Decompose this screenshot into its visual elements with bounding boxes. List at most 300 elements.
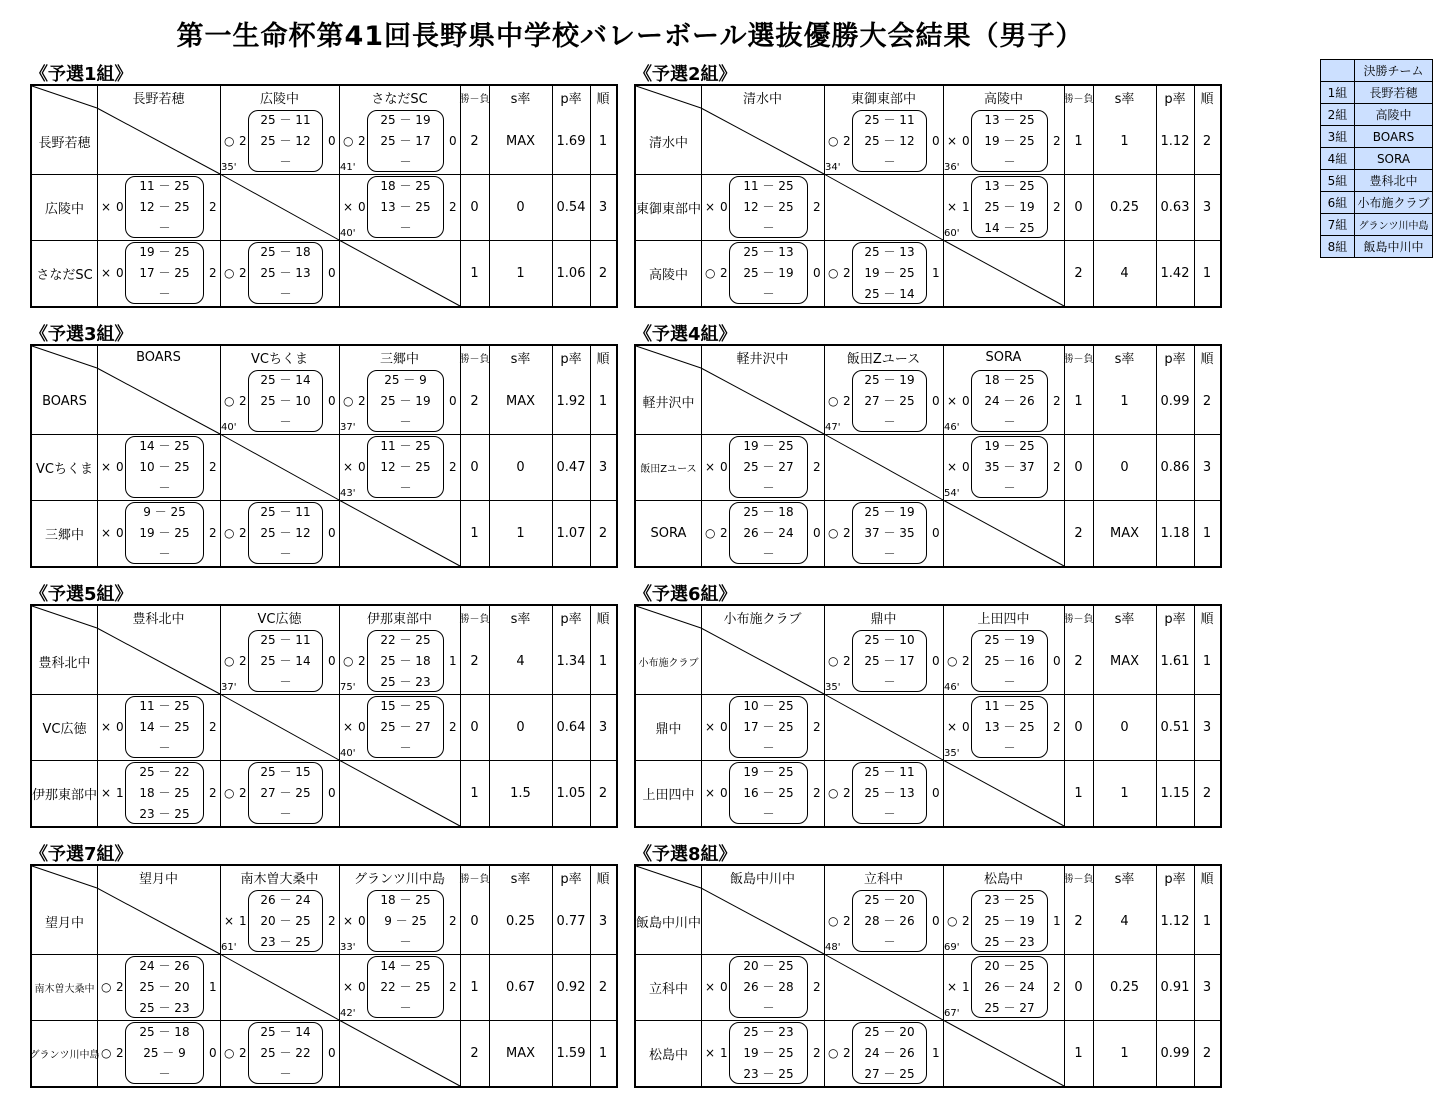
column-header-team: 広陵中 xyxy=(259,91,299,107)
stat-p-rate: 1.06 xyxy=(556,265,586,281)
stat-record: 1 xyxy=(1074,785,1083,801)
sets-lost: 2 xyxy=(813,980,821,994)
match-cell xyxy=(220,628,339,694)
legend-row xyxy=(1321,126,1433,148)
stat-p-rate: 1.07 xyxy=(556,525,586,541)
set-score: 25 － 9 xyxy=(143,1046,186,1060)
stat-record: 0 xyxy=(1074,199,1083,215)
set-score: 16 － 25 xyxy=(743,786,794,800)
stat-p-rate: 0.99 xyxy=(1160,393,1190,409)
set-score: 18 － 25 xyxy=(380,179,431,193)
stat-s-rate: 0 xyxy=(516,719,525,735)
sets-lost: 0 xyxy=(328,134,336,148)
diagonal-line xyxy=(32,86,97,108)
legend-team: BOARS xyxy=(1355,126,1433,148)
set-score: 25 － 19 xyxy=(380,394,431,408)
set-score: 25 － 23 xyxy=(139,1001,190,1015)
set-score: 25 － 13 xyxy=(260,266,311,280)
match-time: 36' xyxy=(944,162,960,173)
result-mark: ○ xyxy=(828,134,839,148)
sets-lost: 2 xyxy=(1053,134,1061,148)
column-header-team: 上田四中 xyxy=(977,611,1030,627)
diagonal-line xyxy=(824,954,943,1020)
column-header-team: 東御東部中 xyxy=(850,91,916,107)
set-score: 19 － 25 xyxy=(743,765,794,779)
stat-s-rate: 4 xyxy=(1120,265,1129,281)
column-header-team: 鼎中 xyxy=(870,611,897,627)
stat-p-rate: 0.91 xyxy=(1160,979,1190,995)
column-header-team: VCちくま xyxy=(251,351,308,367)
stat-rank: 1 xyxy=(598,1045,608,1061)
sets-lost: 0 xyxy=(328,1046,336,1060)
column-header-team: 南木曽大桑中 xyxy=(240,871,319,887)
group-title: 《予選6組》 xyxy=(634,584,737,605)
diagonal-line xyxy=(220,434,339,500)
stat-p-rate: 0.64 xyxy=(556,719,586,735)
diagonal-line xyxy=(339,240,460,306)
stat-record: 2 xyxy=(470,393,479,409)
stat-rank: 2 xyxy=(598,265,608,281)
sets-lost: 0 xyxy=(932,526,940,540)
result-mark: × xyxy=(705,200,716,214)
set-score: 19 － 25 xyxy=(139,245,190,259)
stat-rank: 3 xyxy=(598,199,608,215)
sets-lost: 2 xyxy=(449,914,457,928)
header-p-rate: p率 xyxy=(1164,871,1186,887)
stat-record: 0 xyxy=(470,459,479,475)
header-s-rate: s率 xyxy=(1114,871,1135,887)
group-table xyxy=(634,344,1222,568)
set-score: 25 － 12 xyxy=(260,526,311,540)
grid-line xyxy=(32,826,616,827)
result-mark: ○ xyxy=(224,394,235,408)
stat-p-rate: 1.59 xyxy=(556,1045,586,1061)
stat-s-rate: 1 xyxy=(516,265,525,281)
row-team-name: SORA xyxy=(650,525,687,541)
stat-rank: 3 xyxy=(1202,459,1212,475)
set-score: 25 － 22 xyxy=(260,1046,311,1060)
set-score: 25 － 19 xyxy=(743,266,794,280)
sets-won: 2 xyxy=(843,654,851,668)
set-score: － xyxy=(279,287,292,301)
legend-group: 2組 xyxy=(1321,104,1355,126)
sets-won: 0 xyxy=(962,720,970,734)
row-team-name: 高陵中 xyxy=(648,267,688,283)
sets-won: 0 xyxy=(116,200,124,214)
match-cell xyxy=(220,108,339,174)
stat-rank: 1 xyxy=(598,653,608,669)
stat-s-rate: 1 xyxy=(1120,1045,1129,1061)
match-time: 35' xyxy=(944,748,960,759)
match-cell xyxy=(97,1020,220,1086)
set-score: － xyxy=(158,221,171,235)
result-mark: ○ xyxy=(947,654,958,668)
match-time: 69' xyxy=(944,942,960,953)
sets-won: 2 xyxy=(239,1046,247,1060)
stat-s-rate: 1 xyxy=(516,525,525,541)
legend-team: 豊科北中 xyxy=(1355,170,1433,192)
set-score: － xyxy=(399,741,412,755)
row-team-name: 清水中 xyxy=(648,135,688,151)
set-score: 12 － 25 xyxy=(743,200,794,214)
sets-won: 0 xyxy=(358,200,366,214)
stat-p-rate: 1.18 xyxy=(1160,525,1190,541)
set-score: 9 － 25 xyxy=(384,914,427,928)
set-score: － xyxy=(883,935,896,949)
legend-group: 1組 xyxy=(1321,82,1355,104)
stat-rank: 2 xyxy=(1202,1045,1212,1061)
stat-rank: 2 xyxy=(1202,785,1212,801)
set-score: － xyxy=(399,155,412,169)
legend-row xyxy=(1321,214,1433,236)
set-score: 25 － 14 xyxy=(260,654,311,668)
sets-lost: 2 xyxy=(813,200,821,214)
sets-won: 0 xyxy=(116,460,124,474)
sets-won: 0 xyxy=(720,200,728,214)
result-mark: × xyxy=(343,914,354,928)
stat-rank: 3 xyxy=(1202,199,1212,215)
stat-rank: 1 xyxy=(1202,913,1212,929)
set-score: 25 － 17 xyxy=(380,134,431,148)
header-record: 勝－負 xyxy=(459,93,490,105)
header-record: 勝－負 xyxy=(1063,613,1094,625)
set-score: 25 － 11 xyxy=(864,113,915,127)
diagonal-line xyxy=(220,694,339,760)
sets-won: 2 xyxy=(358,654,366,668)
legend-header: 決勝チーム xyxy=(1355,60,1433,82)
legend-row xyxy=(1321,170,1433,192)
set-score: 27 － 25 xyxy=(864,394,915,408)
diagonal-line xyxy=(636,86,701,108)
stat-p-rate: 1.12 xyxy=(1160,133,1190,149)
stat-rank: 1 xyxy=(598,133,608,149)
row-team-name: 松島中 xyxy=(648,1047,688,1063)
stat-rank: 3 xyxy=(598,913,608,929)
sets-lost: 1 xyxy=(932,266,940,280)
group-title: 《予選8組》 xyxy=(634,844,737,865)
diagonal-line xyxy=(943,500,1064,566)
header-rank: 順 xyxy=(596,871,610,887)
column-header-team: SORA xyxy=(985,349,1022,365)
stat-s-rate: MAX xyxy=(505,133,535,149)
legend-team: 飯島中川中 xyxy=(1355,236,1433,258)
stat-s-rate: MAX xyxy=(505,1045,535,1061)
stat-p-rate: 1.34 xyxy=(556,653,586,669)
header-record: 勝－負 xyxy=(459,353,490,365)
diagonal-line xyxy=(32,346,97,368)
set-score: 25 － 10 xyxy=(864,633,915,647)
set-score: － xyxy=(158,287,171,301)
header-rank: 順 xyxy=(596,611,610,627)
result-mark: ○ xyxy=(705,526,716,540)
row-team-name: 南木曽大桑中 xyxy=(34,983,95,995)
sets-won: 2 xyxy=(239,654,247,668)
stat-p-rate: 1.61 xyxy=(1160,653,1190,669)
stat-record: 1 xyxy=(470,265,479,281)
match-cell xyxy=(220,760,339,826)
sets-won: 0 xyxy=(720,720,728,734)
set-score: 25 － 19 xyxy=(864,505,915,519)
result-mark: ○ xyxy=(101,980,112,994)
stat-rank: 3 xyxy=(1202,979,1212,995)
stat-rank: 1 xyxy=(1202,265,1212,281)
sets-lost: 1 xyxy=(449,654,457,668)
sets-lost: 2 xyxy=(1053,980,1061,994)
legend-row xyxy=(1321,104,1433,126)
result-mark: ○ xyxy=(828,914,839,928)
stat-s-rate: MAX xyxy=(1109,525,1139,541)
column-header-team: 清水中 xyxy=(742,91,782,107)
stat-p-rate: 0.92 xyxy=(556,979,586,995)
row-team-name: 上田四中 xyxy=(642,787,695,803)
stat-p-rate: 1.42 xyxy=(1160,265,1190,281)
stat-s-rate: 4 xyxy=(516,653,525,669)
result-mark: ○ xyxy=(101,1046,112,1060)
match-cell xyxy=(824,628,943,694)
match-cell xyxy=(97,174,220,240)
match-time: 43' xyxy=(340,488,356,499)
row-team-name: VCちくま xyxy=(36,461,93,477)
stat-record: 1 xyxy=(1074,1045,1083,1061)
set-score: － xyxy=(1003,481,1016,495)
result-mark: × xyxy=(947,460,958,474)
result-mark: × xyxy=(705,460,716,474)
match-time: 67' xyxy=(944,1008,960,1019)
sets-won: 2 xyxy=(116,980,124,994)
stat-record: 2 xyxy=(1074,913,1083,929)
sets-won: 2 xyxy=(843,914,851,928)
set-score: 23 － 25 xyxy=(139,807,190,821)
match-time: 75' xyxy=(340,682,356,693)
set-score: － xyxy=(762,741,775,755)
set-score: 23 － 25 xyxy=(260,935,311,949)
result-mark: × xyxy=(947,134,958,148)
stat-p-rate: 1.69 xyxy=(556,133,586,149)
match-cell xyxy=(97,760,220,826)
grid-line xyxy=(32,1086,616,1087)
grid-line xyxy=(636,306,1220,307)
set-score: － xyxy=(399,935,412,949)
result-mark: ○ xyxy=(828,526,839,540)
set-score: 24 － 26 xyxy=(864,1046,915,1060)
header-p-rate: p率 xyxy=(1164,351,1186,367)
set-score: 12 － 25 xyxy=(139,200,190,214)
column-header-team: 軽井沢中 xyxy=(736,351,789,367)
row-team-name: 飯田Zユース xyxy=(640,463,697,475)
grid-line xyxy=(636,826,1220,827)
match-cell xyxy=(824,108,943,174)
row-team-name: グランツ川中島 xyxy=(29,1049,100,1061)
stat-record: 0 xyxy=(1074,719,1083,735)
stat-record: 1 xyxy=(470,785,479,801)
match-cell xyxy=(701,174,824,240)
set-score: － xyxy=(883,807,896,821)
group-table xyxy=(30,344,618,568)
sets-won: 2 xyxy=(962,914,970,928)
column-header-team: 長野若穂 xyxy=(132,91,185,107)
set-score: 11 － 25 xyxy=(139,699,190,713)
set-score: － xyxy=(399,1001,412,1015)
sets-lost: 0 xyxy=(328,394,336,408)
set-score: － xyxy=(158,1067,171,1081)
sets-lost: 2 xyxy=(813,1046,821,1060)
legend-team: SORA xyxy=(1355,148,1433,170)
group-6 xyxy=(634,580,1220,828)
set-score: 25 － 19 xyxy=(380,113,431,127)
set-score: 18 － 25 xyxy=(139,786,190,800)
sets-lost: 2 xyxy=(449,200,457,214)
column-header-team: 豊科北中 xyxy=(132,611,185,627)
group-title: 《予選5組》 xyxy=(30,584,133,605)
header-rank: 順 xyxy=(1200,351,1214,367)
set-score: 20 － 25 xyxy=(743,959,794,973)
match-time: 34' xyxy=(825,162,841,173)
stat-s-rate: 0.25 xyxy=(506,913,535,929)
diagonal-line xyxy=(824,174,943,240)
set-score: 26 － 28 xyxy=(743,980,794,994)
match-cell xyxy=(824,368,943,434)
match-time: 37' xyxy=(221,682,237,693)
row-team-name: 三郷中 xyxy=(44,527,84,543)
diagonal-line xyxy=(220,174,339,240)
sets-won: 0 xyxy=(962,134,970,148)
diagonal-line xyxy=(220,954,339,1020)
set-score: 25 － 19 xyxy=(984,633,1035,647)
sets-lost: 0 xyxy=(932,786,940,800)
set-score: 22 － 25 xyxy=(380,633,431,647)
diagonal-line xyxy=(636,606,701,628)
set-score: 25 － 27 xyxy=(984,1001,1035,1015)
diagonal-line xyxy=(701,888,824,954)
set-score: 25 － 18 xyxy=(139,1025,190,1039)
result-mark: × xyxy=(705,786,716,800)
sets-lost: 0 xyxy=(1053,654,1061,668)
match-time: 35' xyxy=(221,162,237,173)
set-score: 20 － 25 xyxy=(260,914,311,928)
diagonal-line xyxy=(339,1020,460,1086)
sets-won: 2 xyxy=(962,654,970,668)
set-score: － xyxy=(158,741,171,755)
set-score: 9 － 25 xyxy=(143,505,186,519)
result-mark: ○ xyxy=(343,654,354,668)
stat-rank: 2 xyxy=(1202,393,1212,409)
header-rank: 順 xyxy=(596,351,610,367)
match-time: 35' xyxy=(825,682,841,693)
legend-row xyxy=(1321,192,1433,214)
row-team-name: 望月中 xyxy=(44,915,84,931)
set-score: － xyxy=(883,415,896,429)
set-score: 18 － 25 xyxy=(380,893,431,907)
grid-line xyxy=(636,566,1220,567)
group-title: 《予選7組》 xyxy=(30,844,133,865)
stat-p-rate: 0.99 xyxy=(1160,1045,1190,1061)
sets-won: 1 xyxy=(116,786,124,800)
set-score: － xyxy=(1003,155,1016,169)
column-header-team: VC広徳 xyxy=(257,611,302,627)
grid-line xyxy=(32,566,616,567)
match-cell xyxy=(339,628,460,694)
header-p-rate: p率 xyxy=(1164,91,1186,107)
sets-lost: 0 xyxy=(813,266,821,280)
set-score: 25 － 11 xyxy=(260,633,311,647)
set-score: 25 － 19 xyxy=(864,373,915,387)
legend-group: 7組 xyxy=(1321,214,1355,236)
stat-p-rate: 0.63 xyxy=(1160,199,1190,215)
sets-lost: 2 xyxy=(813,786,821,800)
row-team-name: 軽井沢中 xyxy=(642,395,695,411)
set-score: 11 － 25 xyxy=(743,179,794,193)
set-score: 23 － 25 xyxy=(743,1067,794,1081)
set-score: 23 － 25 xyxy=(984,893,1035,907)
sets-lost: 2 xyxy=(209,786,217,800)
stat-s-rate: 1.5 xyxy=(510,785,531,801)
stat-p-rate: 0.54 xyxy=(556,199,586,215)
stat-record: 1 xyxy=(470,525,479,541)
result-mark: × xyxy=(343,460,354,474)
header-record: 勝－負 xyxy=(459,873,490,885)
header-rank: 順 xyxy=(1200,611,1214,627)
set-score: 25 － 13 xyxy=(864,786,915,800)
set-score: － xyxy=(1003,675,1016,689)
set-score: 25 － 20 xyxy=(864,1025,915,1039)
page-title: 第一生命杯第41回長野県中学校バレーボール選抜優勝大会結果（男子） xyxy=(176,21,1084,52)
match-time: 60' xyxy=(944,228,960,239)
sets-won: 2 xyxy=(239,266,247,280)
set-score: 25 － 17 xyxy=(864,654,915,668)
diagonal-line xyxy=(339,500,460,566)
stat-record: 0 xyxy=(470,199,479,215)
result-mark: × xyxy=(705,1046,716,1060)
set-score: － xyxy=(883,155,896,169)
group-2 xyxy=(634,60,1220,308)
sets-lost: 0 xyxy=(932,394,940,408)
result-mark: ○ xyxy=(828,786,839,800)
diagonal-line xyxy=(701,628,824,694)
stat-rank: 3 xyxy=(598,459,608,475)
sets-lost: 0 xyxy=(328,786,336,800)
sets-won: 0 xyxy=(116,266,124,280)
result-mark: × xyxy=(101,200,112,214)
result-mark: ○ xyxy=(828,1046,839,1060)
legend-group: 3組 xyxy=(1321,126,1355,148)
match-cell xyxy=(943,694,1064,760)
match-cell xyxy=(220,1020,339,1086)
sets-won: 2 xyxy=(239,394,247,408)
column-header-team: グランツ川中島 xyxy=(353,871,445,887)
sets-lost: 2 xyxy=(209,266,217,280)
set-score: 27 － 25 xyxy=(864,1067,915,1081)
row-team-name: 立科中 xyxy=(648,981,688,997)
sets-lost: 2 xyxy=(209,526,217,540)
diagonal-line xyxy=(943,760,1064,826)
sets-lost: 2 xyxy=(1053,200,1061,214)
set-score: 24 － 26 xyxy=(139,959,190,973)
match-cell xyxy=(97,240,220,306)
set-score: 25 － 16 xyxy=(984,654,1035,668)
group-table xyxy=(30,864,618,1088)
column-header-team: BOARS xyxy=(136,349,181,365)
set-score: － xyxy=(762,807,775,821)
stat-record: 0 xyxy=(470,719,479,735)
stat-s-rate: 0 xyxy=(516,459,525,475)
set-score: 20 － 25 xyxy=(984,959,1035,973)
sets-won: 2 xyxy=(358,134,366,148)
set-score: － xyxy=(279,675,292,689)
result-mark: ○ xyxy=(224,266,235,280)
set-score: 11 － 25 xyxy=(139,179,190,193)
set-score: 25 － 23 xyxy=(380,675,431,689)
set-score: － xyxy=(279,547,292,561)
